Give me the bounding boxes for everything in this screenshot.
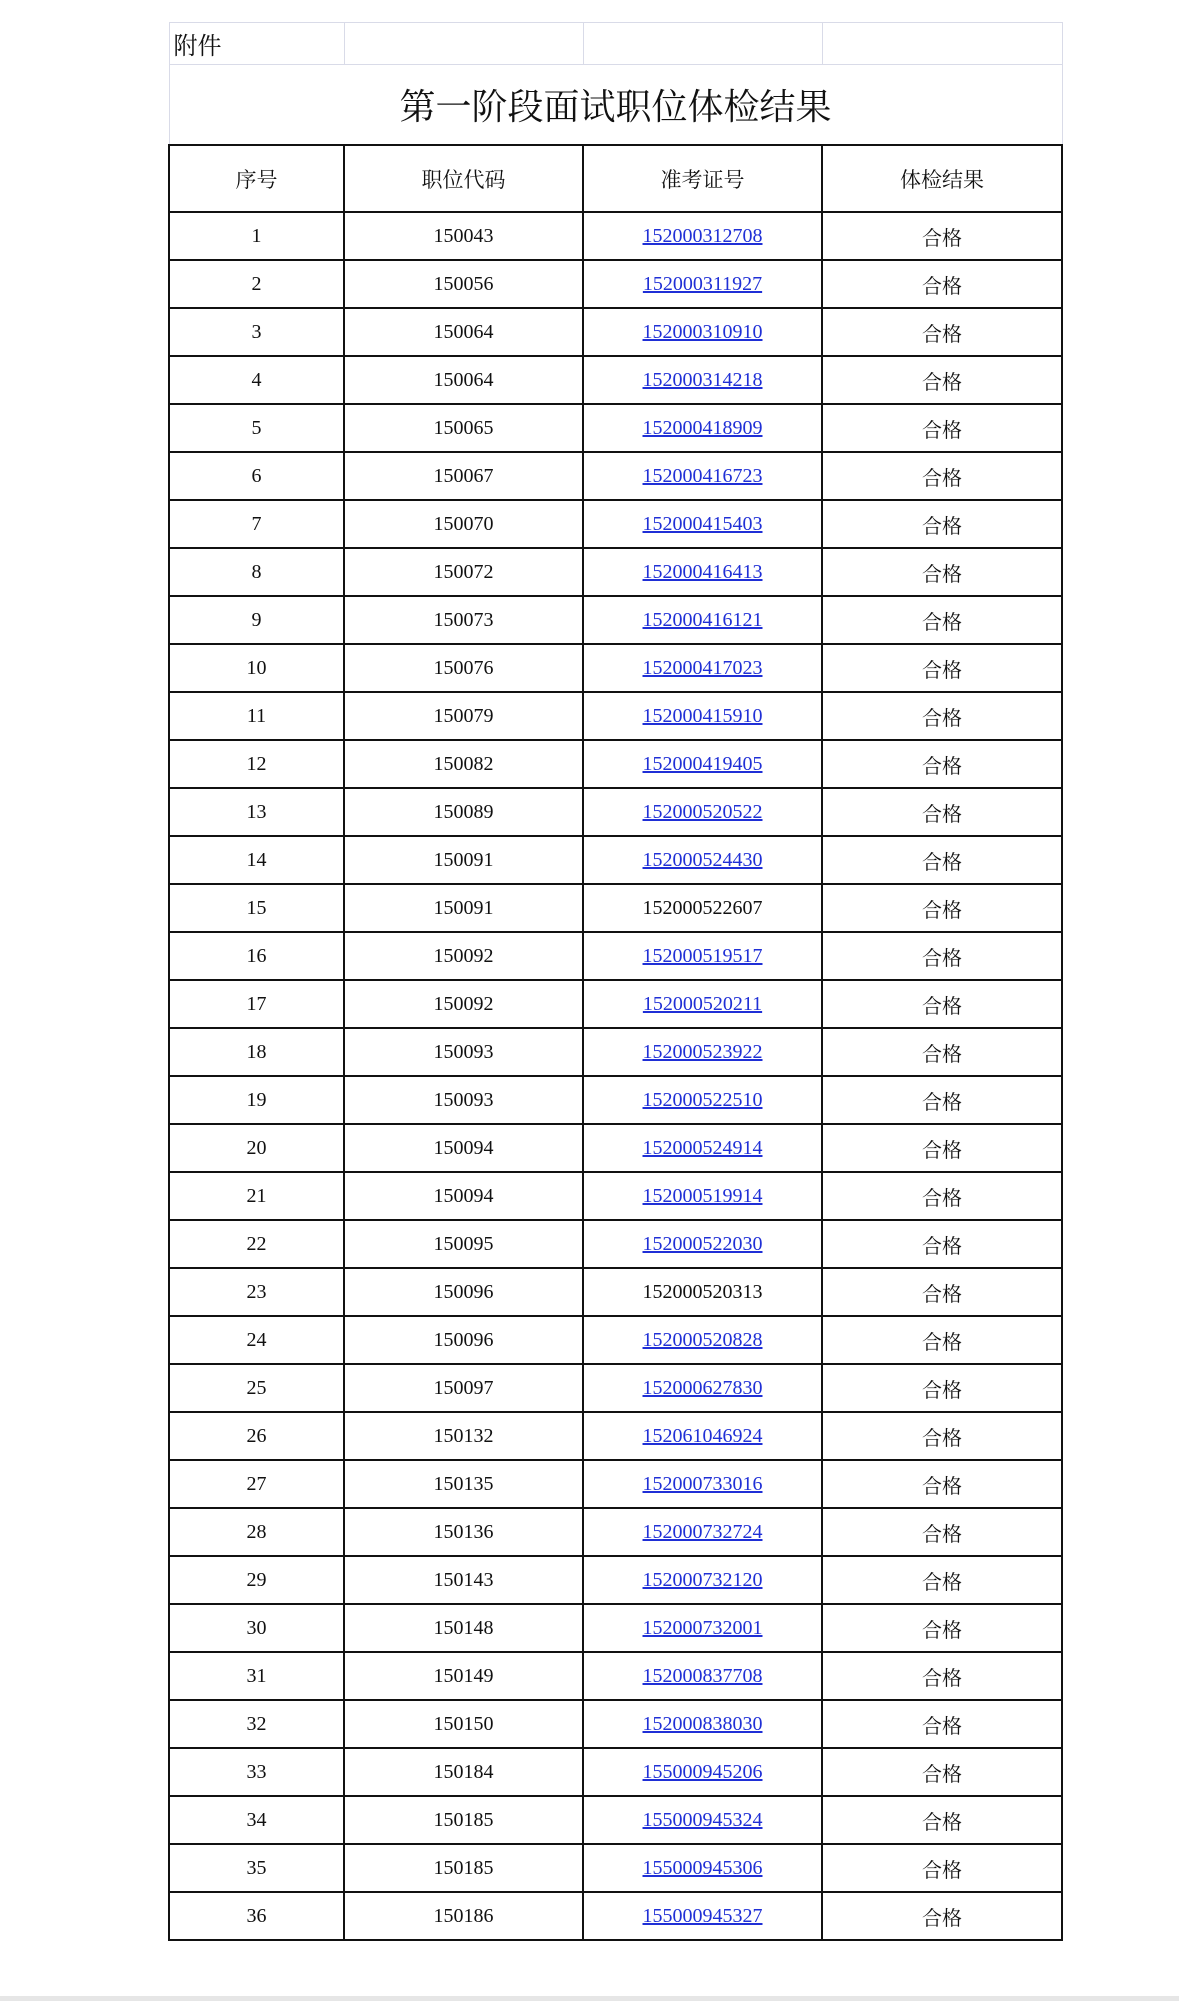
table-row bbox=[169, 1892, 1062, 1940]
serial-number-cell: 7 bbox=[169, 500, 344, 548]
admission-ticket-cell bbox=[583, 404, 822, 452]
table-row bbox=[169, 308, 1062, 356]
attachment-label: 附件 bbox=[169, 23, 344, 65]
serial-number-cell: 29 bbox=[169, 1556, 344, 1604]
admission-ticket-link[interactable]: 152000732001 bbox=[642, 1616, 763, 1639]
exam-result-cell: 合格 bbox=[822, 1844, 1062, 1892]
serial-number-cell: 24 bbox=[169, 1316, 344, 1364]
empty-cell[interactable] bbox=[583, 23, 822, 65]
admission-ticket-cell bbox=[583, 1220, 822, 1268]
exam-result-cell: 合格 bbox=[822, 212, 1062, 260]
table-row bbox=[169, 740, 1062, 788]
admission-ticket-link[interactable]: 152000418909 bbox=[642, 416, 763, 439]
exam-result-cell: 合格 bbox=[822, 1748, 1062, 1796]
position-code-cell: 150135 bbox=[344, 1460, 583, 1508]
admission-ticket-cell bbox=[583, 1460, 822, 1508]
table-row bbox=[169, 1028, 1062, 1076]
admission-ticket-cell bbox=[583, 1028, 822, 1076]
exam-result-cell: 合格 bbox=[822, 1796, 1062, 1844]
admission-ticket-link[interactable]: 152000524914 bbox=[642, 1136, 763, 1159]
serial-number-cell: 8 bbox=[169, 548, 344, 596]
admission-ticket-cell bbox=[583, 1700, 822, 1748]
serial-number-cell: 33 bbox=[169, 1748, 344, 1796]
position-code-cell: 150097 bbox=[344, 1364, 583, 1412]
admission-ticket-cell bbox=[583, 212, 822, 260]
position-code-cell: 150091 bbox=[344, 884, 583, 932]
header-position-code: 职位代码 bbox=[344, 145, 583, 212]
admission-ticket-link[interactable]: 152000520522 bbox=[642, 800, 763, 823]
exam-result-cell: 合格 bbox=[822, 740, 1062, 788]
admission-ticket-cell bbox=[583, 308, 822, 356]
admission-ticket-text: 152000522607 bbox=[642, 896, 763, 919]
admission-ticket-link[interactable]: 152000627830 bbox=[642, 1376, 763, 1399]
admission-ticket-cell bbox=[583, 1316, 822, 1364]
position-code-cell: 150089 bbox=[344, 788, 583, 836]
table-row bbox=[169, 1268, 1062, 1316]
serial-number-cell: 6 bbox=[169, 452, 344, 500]
admission-ticket-cell bbox=[583, 1124, 822, 1172]
admission-ticket-cell bbox=[583, 1412, 822, 1460]
admission-ticket-link[interactable]: 152000314218 bbox=[642, 368, 763, 391]
table-row bbox=[169, 932, 1062, 980]
table-row bbox=[169, 980, 1062, 1028]
position-code-cell: 150076 bbox=[344, 644, 583, 692]
serial-number-cell: 28 bbox=[169, 1508, 344, 1556]
table-row bbox=[169, 1364, 1062, 1412]
exam-result-cell: 合格 bbox=[822, 596, 1062, 644]
admission-ticket-cell bbox=[583, 596, 822, 644]
admission-ticket-cell bbox=[583, 1076, 822, 1124]
table-row bbox=[169, 836, 1062, 884]
admission-ticket-cell bbox=[583, 692, 822, 740]
header-serial-number: 序号 bbox=[169, 145, 344, 212]
exam-result-cell: 合格 bbox=[822, 1412, 1062, 1460]
table-row bbox=[169, 596, 1062, 644]
admission-ticket-cell bbox=[583, 1364, 822, 1412]
position-code-cell: 150043 bbox=[344, 212, 583, 260]
position-code-cell: 150067 bbox=[344, 452, 583, 500]
serial-number-cell: 36 bbox=[169, 1892, 344, 1940]
position-code-cell: 150143 bbox=[344, 1556, 583, 1604]
title-row bbox=[169, 65, 1062, 146]
serial-number-cell: 3 bbox=[169, 308, 344, 356]
admission-ticket-cell bbox=[583, 980, 822, 1028]
position-code-cell: 150150 bbox=[344, 1700, 583, 1748]
admission-ticket-link[interactable]: 152000416723 bbox=[642, 464, 763, 487]
table-row bbox=[169, 1508, 1062, 1556]
exam-result-cell: 合格 bbox=[822, 644, 1062, 692]
table-row bbox=[169, 1556, 1062, 1604]
table-row bbox=[169, 1460, 1062, 1508]
admission-ticket-cell bbox=[583, 356, 822, 404]
exam-result-cell: 合格 bbox=[822, 308, 1062, 356]
admission-ticket-cell bbox=[583, 452, 822, 500]
exam-result-cell: 合格 bbox=[822, 884, 1062, 932]
exam-result-cell: 合格 bbox=[822, 1268, 1062, 1316]
position-code-cell: 150082 bbox=[344, 740, 583, 788]
serial-number-cell: 10 bbox=[169, 644, 344, 692]
position-code-cell: 150185 bbox=[344, 1844, 583, 1892]
bottom-scroll-edge bbox=[0, 1996, 1179, 2001]
admission-ticket-link[interactable]: 152000417023 bbox=[642, 656, 763, 679]
admission-ticket-cell bbox=[583, 1652, 822, 1700]
exam-result-cell: 合格 bbox=[822, 548, 1062, 596]
admission-ticket-cell bbox=[583, 500, 822, 548]
exam-result-cell: 合格 bbox=[822, 1460, 1062, 1508]
page-title: 第一阶段面试职位体检结果 bbox=[169, 65, 1062, 146]
serial-number-cell: 34 bbox=[169, 1796, 344, 1844]
position-code-cell: 150149 bbox=[344, 1652, 583, 1700]
admission-ticket-cell bbox=[583, 1604, 822, 1652]
position-code-cell: 150186 bbox=[344, 1892, 583, 1940]
position-code-cell: 150132 bbox=[344, 1412, 583, 1460]
position-code-cell: 150056 bbox=[344, 260, 583, 308]
admission-ticket-cell bbox=[583, 1844, 822, 1892]
admission-ticket-link[interactable]: 152000519517 bbox=[642, 944, 763, 967]
admission-ticket-cell bbox=[583, 1748, 822, 1796]
position-code-cell: 150072 bbox=[344, 548, 583, 596]
admission-ticket-link[interactable]: 152000520211 bbox=[642, 992, 763, 1015]
table-row bbox=[169, 1844, 1062, 1892]
exam-result-cell: 合格 bbox=[822, 1316, 1062, 1364]
admission-ticket-cell bbox=[583, 1172, 822, 1220]
table-row bbox=[169, 1604, 1062, 1652]
exam-result-cell: 合格 bbox=[822, 1508, 1062, 1556]
admission-ticket-cell bbox=[583, 548, 822, 596]
table-row bbox=[169, 1076, 1062, 1124]
header-admission-ticket: 准考证号 bbox=[583, 145, 822, 212]
position-code-cell: 150091 bbox=[344, 836, 583, 884]
admission-ticket-link[interactable]: 155000945327 bbox=[642, 1904, 763, 1927]
exam-result-cell: 合格 bbox=[822, 932, 1062, 980]
admission-ticket-link[interactable]: 155000945206 bbox=[642, 1760, 763, 1783]
admission-ticket-link[interactable]: 152000522030 bbox=[642, 1232, 763, 1255]
serial-number-cell: 21 bbox=[169, 1172, 344, 1220]
position-code-cell: 150136 bbox=[344, 1508, 583, 1556]
admission-ticket-link[interactable]: 152000416121 bbox=[642, 608, 763, 631]
results-table bbox=[168, 22, 1063, 1941]
exam-result-cell: 合格 bbox=[822, 1364, 1062, 1412]
admission-ticket-cell bbox=[583, 788, 822, 836]
serial-number-cell: 2 bbox=[169, 260, 344, 308]
serial-number-cell: 4 bbox=[169, 356, 344, 404]
exam-result-cell: 合格 bbox=[822, 1700, 1062, 1748]
serial-number-cell: 35 bbox=[169, 1844, 344, 1892]
position-code-cell: 150079 bbox=[344, 692, 583, 740]
serial-number-cell: 9 bbox=[169, 596, 344, 644]
position-code-cell: 150094 bbox=[344, 1124, 583, 1172]
header-exam-result: 体检结果 bbox=[822, 145, 1062, 212]
exam-result-cell: 合格 bbox=[822, 452, 1062, 500]
position-code-cell: 150184 bbox=[344, 1748, 583, 1796]
exam-result-cell: 合格 bbox=[822, 980, 1062, 1028]
table-row bbox=[169, 500, 1062, 548]
table-row bbox=[169, 452, 1062, 500]
table-row bbox=[169, 1748, 1062, 1796]
table-row bbox=[169, 212, 1062, 260]
table-row bbox=[169, 644, 1062, 692]
exam-result-cell: 合格 bbox=[822, 788, 1062, 836]
serial-number-cell: 23 bbox=[169, 1268, 344, 1316]
serial-number-cell: 30 bbox=[169, 1604, 344, 1652]
position-code-cell: 150092 bbox=[344, 932, 583, 980]
admission-ticket-link[interactable]: 152000732120 bbox=[642, 1568, 763, 1591]
exam-result-cell: 合格 bbox=[822, 836, 1062, 884]
position-code-cell: 150093 bbox=[344, 1028, 583, 1076]
serial-number-cell: 32 bbox=[169, 1700, 344, 1748]
admission-ticket-link[interactable]: 152000520828 bbox=[642, 1328, 763, 1351]
exam-result-cell: 合格 bbox=[822, 1556, 1062, 1604]
spreadsheet-sheet bbox=[168, 22, 1061, 1941]
serial-number-cell: 13 bbox=[169, 788, 344, 836]
admission-ticket-link[interactable]: 155000945324 bbox=[642, 1808, 763, 1831]
position-code-cell: 150064 bbox=[344, 356, 583, 404]
table-row bbox=[169, 548, 1062, 596]
admission-ticket-cell bbox=[583, 740, 822, 788]
admission-ticket-link[interactable]: 152000838030 bbox=[642, 1712, 763, 1735]
admission-ticket-link[interactable]: 152000419405 bbox=[642, 752, 763, 775]
serial-number-cell: 26 bbox=[169, 1412, 344, 1460]
serial-number-cell: 17 bbox=[169, 980, 344, 1028]
admission-ticket-link[interactable]: 152000415910 bbox=[642, 704, 763, 727]
admission-ticket-cell bbox=[583, 1508, 822, 1556]
table-row bbox=[169, 1796, 1062, 1844]
table-row bbox=[169, 788, 1062, 836]
position-code-cell: 150095 bbox=[344, 1220, 583, 1268]
admission-ticket-cell bbox=[583, 260, 822, 308]
admission-ticket-text: 152000520313 bbox=[642, 1280, 763, 1303]
position-code-cell: 150096 bbox=[344, 1268, 583, 1316]
serial-number-cell: 20 bbox=[169, 1124, 344, 1172]
serial-number-cell: 27 bbox=[169, 1460, 344, 1508]
serial-number-cell: 1 bbox=[169, 212, 344, 260]
table-row bbox=[169, 1700, 1062, 1748]
position-code-cell: 150094 bbox=[344, 1172, 583, 1220]
admission-ticket-link[interactable]: 152000732724 bbox=[642, 1520, 763, 1543]
serial-number-cell: 15 bbox=[169, 884, 344, 932]
admission-ticket-link[interactable]: 152061046924 bbox=[642, 1424, 763, 1447]
serial-number-cell: 25 bbox=[169, 1364, 344, 1412]
exam-result-cell: 合格 bbox=[822, 1604, 1062, 1652]
exam-result-cell: 合格 bbox=[822, 260, 1062, 308]
admission-ticket-link[interactable]: 152000310910 bbox=[642, 320, 763, 343]
position-code-cell: 150093 bbox=[344, 1076, 583, 1124]
exam-result-cell: 合格 bbox=[822, 692, 1062, 740]
exam-result-cell: 合格 bbox=[822, 1892, 1062, 1940]
attachment-row bbox=[169, 23, 1062, 65]
serial-number-cell: 12 bbox=[169, 740, 344, 788]
exam-result-cell: 合格 bbox=[822, 356, 1062, 404]
table-row bbox=[169, 1124, 1062, 1172]
admission-ticket-link[interactable]: 152000312708 bbox=[642, 224, 763, 247]
exam-result-cell: 合格 bbox=[822, 500, 1062, 548]
serial-number-cell: 14 bbox=[169, 836, 344, 884]
exam-result-cell: 合格 bbox=[822, 404, 1062, 452]
admission-ticket-cell bbox=[583, 1556, 822, 1604]
admission-ticket-cell bbox=[583, 884, 822, 932]
exam-result-cell: 合格 bbox=[822, 1172, 1062, 1220]
exam-result-cell: 合格 bbox=[822, 1028, 1062, 1076]
table-row bbox=[169, 1412, 1062, 1460]
serial-number-cell: 5 bbox=[169, 404, 344, 452]
admission-ticket-link[interactable]: 152000522510 bbox=[642, 1088, 763, 1111]
admission-ticket-link[interactable]: 152000837708 bbox=[642, 1664, 763, 1687]
serial-number-cell: 11 bbox=[169, 692, 344, 740]
admission-ticket-link[interactable]: 152000416413 bbox=[642, 560, 763, 583]
exam-result-cell: 合格 bbox=[822, 1124, 1062, 1172]
empty-cell[interactable] bbox=[344, 23, 583, 65]
header-row bbox=[169, 145, 1062, 212]
admission-ticket-link[interactable]: 152000523922 bbox=[642, 1040, 763, 1063]
admission-ticket-cell bbox=[583, 836, 822, 884]
table-row bbox=[169, 692, 1062, 740]
exam-result-cell: 合格 bbox=[822, 1652, 1062, 1700]
position-code-cell: 150185 bbox=[344, 1796, 583, 1844]
serial-number-cell: 18 bbox=[169, 1028, 344, 1076]
table-row bbox=[169, 1316, 1062, 1364]
serial-number-cell: 16 bbox=[169, 932, 344, 980]
serial-number-cell: 19 bbox=[169, 1076, 344, 1124]
admission-ticket-cell bbox=[583, 932, 822, 980]
admission-ticket-link[interactable]: 155000945306 bbox=[642, 1856, 763, 1879]
table-row bbox=[169, 1220, 1062, 1268]
exam-result-cell: 合格 bbox=[822, 1076, 1062, 1124]
table-row bbox=[169, 1172, 1062, 1220]
serial-number-cell: 31 bbox=[169, 1652, 344, 1700]
position-code-cell: 150148 bbox=[344, 1604, 583, 1652]
table-row bbox=[169, 884, 1062, 932]
table-row bbox=[169, 404, 1062, 452]
table-row bbox=[169, 1652, 1062, 1700]
exam-result-cell: 合格 bbox=[822, 1220, 1062, 1268]
admission-ticket-cell bbox=[583, 1892, 822, 1940]
admission-ticket-link[interactable]: 152000524430 bbox=[642, 848, 763, 871]
table-row bbox=[169, 260, 1062, 308]
admission-ticket-link[interactable]: 152000733016 bbox=[642, 1472, 763, 1495]
position-code-cell: 150070 bbox=[344, 500, 583, 548]
admission-ticket-cell bbox=[583, 1268, 822, 1316]
admission-ticket-link[interactable]: 152000311927 bbox=[642, 272, 763, 295]
position-code-cell: 150096 bbox=[344, 1316, 583, 1364]
admission-ticket-link[interactable]: 152000415403 bbox=[642, 512, 763, 535]
position-code-cell: 150073 bbox=[344, 596, 583, 644]
serial-number-cell: 22 bbox=[169, 1220, 344, 1268]
admission-ticket-cell bbox=[583, 644, 822, 692]
admission-ticket-cell bbox=[583, 1796, 822, 1844]
position-code-cell: 150064 bbox=[344, 308, 583, 356]
table-row bbox=[169, 356, 1062, 404]
admission-ticket-link[interactable]: 152000519914 bbox=[642, 1184, 763, 1207]
position-code-cell: 150092 bbox=[344, 980, 583, 1028]
empty-cell[interactable] bbox=[822, 23, 1062, 65]
position-code-cell: 150065 bbox=[344, 404, 583, 452]
